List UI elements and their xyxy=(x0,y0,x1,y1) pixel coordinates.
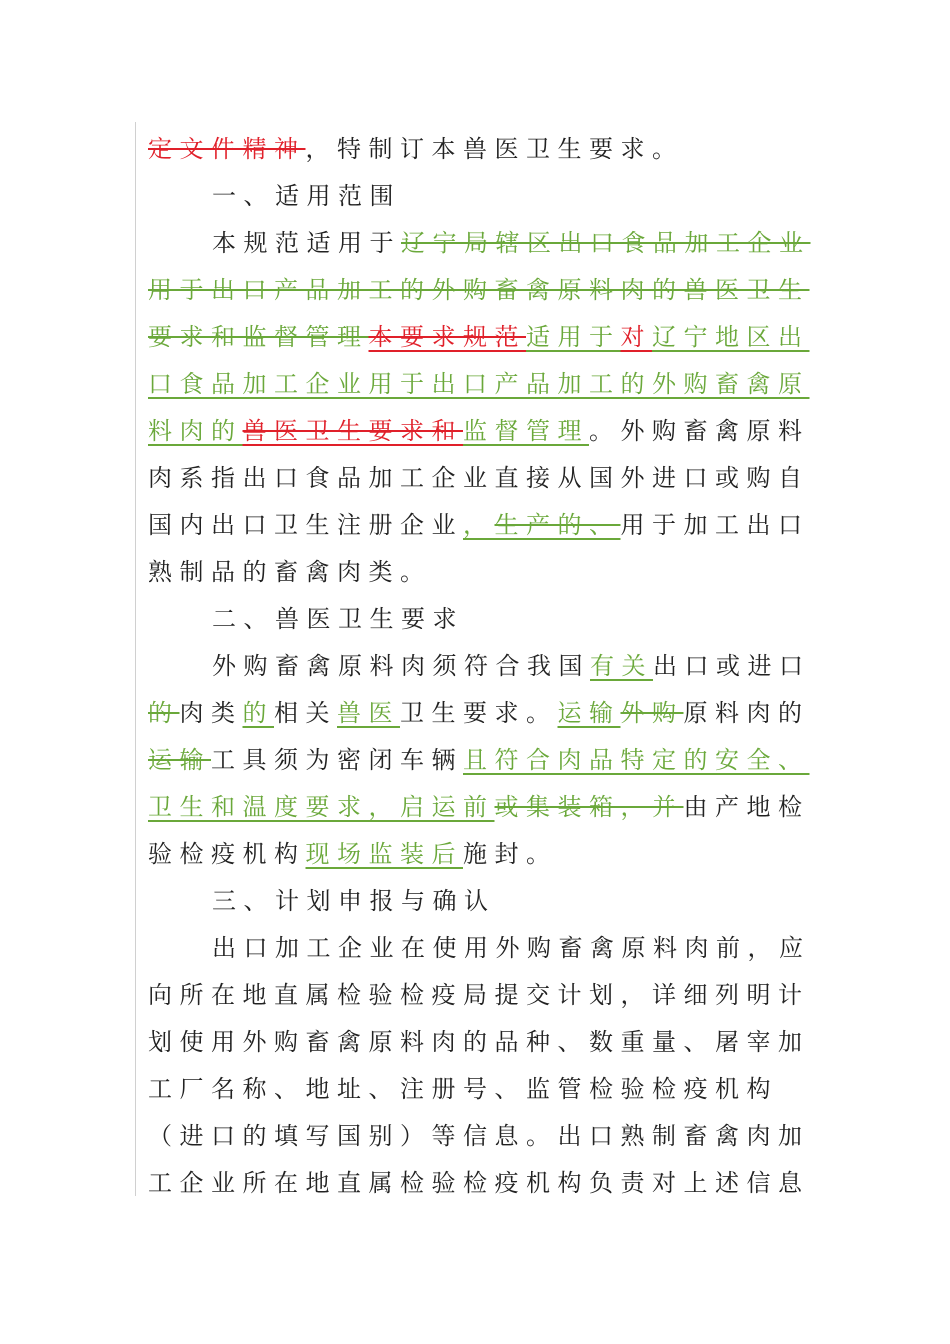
text-run: 验检疫机构 xyxy=(148,840,306,868)
text-run: 肉类 xyxy=(179,699,243,727)
text-run: ，特制订本兽医卫生要求。 xyxy=(305,135,684,163)
text-line xyxy=(148,126,808,173)
text-line xyxy=(148,972,808,1019)
text-run: 施封。 xyxy=(463,840,558,868)
page-margin-line xyxy=(135,122,136,1196)
text-run: 工企业所在地直属检验检疫机构负责对上述信息 xyxy=(148,1169,810,1197)
text-line xyxy=(148,784,808,831)
text-line xyxy=(148,596,808,643)
text-line xyxy=(148,314,808,361)
inserted-text: 适用于 xyxy=(526,323,621,351)
text-run: 卫生要求。 xyxy=(400,699,558,727)
inserted-text: 现场监装后 xyxy=(305,840,463,868)
text-run: 划使用外购畜禽原料肉的品种、数重量、屠宰加 xyxy=(148,1028,810,1056)
text-run: 由产地检 xyxy=(683,793,810,821)
inserted-text: 辽宁地区出 xyxy=(652,323,810,351)
text-line xyxy=(148,1160,808,1207)
deleted-text: 定文件精神 xyxy=(148,135,306,163)
text-run: 出口加工企业在使用外购畜禽原料肉前，应 xyxy=(212,934,811,962)
inserted-text: 的 xyxy=(242,699,274,727)
text-run: 工厂名称、地址、注册号、监管检验检疫机构 xyxy=(148,1075,778,1103)
inserted-text: 监督管理 xyxy=(463,417,589,445)
text-line xyxy=(148,690,808,737)
inserted-text: 运输 xyxy=(557,699,621,727)
deleted-text: 要求和监督管理 xyxy=(148,323,369,351)
deleted-text: 用于出口产品加工的外购畜禽原料肉的兽医卫生 xyxy=(148,276,810,304)
deleted-text: 的 xyxy=(148,699,180,727)
text-line xyxy=(148,1019,808,1066)
text-run: 相关 xyxy=(274,699,337,727)
text-run: 工具须为密闭车辆 xyxy=(211,746,463,774)
text-run: 三、计划申报与确认 xyxy=(212,887,496,915)
text-line xyxy=(148,267,808,314)
text-run: 。外购畜禽原料 xyxy=(589,417,810,445)
text-run: 肉系指出口食品加工企业直接从国外进口或购自 xyxy=(148,464,810,492)
text-line xyxy=(148,1113,808,1160)
inserted-text: 对 xyxy=(620,323,652,351)
text-run: 熟制品的畜禽肉类。 xyxy=(148,558,432,586)
text-line xyxy=(148,220,811,267)
inserted-text: ， xyxy=(463,511,495,539)
text-line xyxy=(148,173,808,220)
document-body xyxy=(148,126,811,1207)
deleted-text: 外购 xyxy=(620,699,684,727)
text-line xyxy=(148,1066,808,1113)
text-run: 一、适用范围 xyxy=(212,182,401,210)
deleted-text: 辽宁局辖区出口食品加工企业 xyxy=(401,229,811,257)
text-run: 原料肉的 xyxy=(683,699,810,727)
inserted-text: 料肉的 xyxy=(148,417,243,445)
text-line xyxy=(148,737,808,784)
text-line xyxy=(148,455,808,502)
text-run: 二、兽医卫生要求 xyxy=(212,605,464,633)
text-run: 用于加工出口 xyxy=(620,511,810,539)
deleted-text: 或集装箱，并 xyxy=(494,793,684,821)
text-line xyxy=(148,502,808,549)
inserted-text: 有关 xyxy=(590,652,653,680)
text-line xyxy=(148,878,808,925)
text-line xyxy=(148,361,808,408)
text-run: （进口的填写国别）等信息。出口熟制畜禽肉加 xyxy=(148,1122,810,1150)
deleted-text: 生产的、 xyxy=(494,511,621,539)
text-run: 向所在地直属检验检疫局提交计划，详细列明计 xyxy=(148,981,810,1009)
deleted-text: 兽医卫生要求和 xyxy=(242,417,463,445)
text-run: 出口或进口 xyxy=(653,652,811,680)
text-line xyxy=(148,408,808,455)
text-run: 国内出口卫生注册企业 xyxy=(148,511,463,539)
deleted-text: 运输 xyxy=(148,746,211,774)
deleted-text: 本要求规范 xyxy=(368,323,526,351)
inserted-text: 且符合肉品特定的安全、 xyxy=(463,746,810,774)
inserted-text: 兽医 xyxy=(337,699,400,727)
text-run: 本规范适用于 xyxy=(212,229,401,257)
text-line xyxy=(148,925,811,972)
text-run: 外购畜禽原料肉须符合我国 xyxy=(212,652,590,680)
text-line xyxy=(148,831,808,878)
inserted-text: 卫生和温度要求，启运前 xyxy=(148,793,495,821)
inserted-text: 口食品加工企业用于出口产品加工的外购畜禽原 xyxy=(148,370,810,398)
text-line xyxy=(148,549,808,596)
text-line xyxy=(148,643,811,690)
